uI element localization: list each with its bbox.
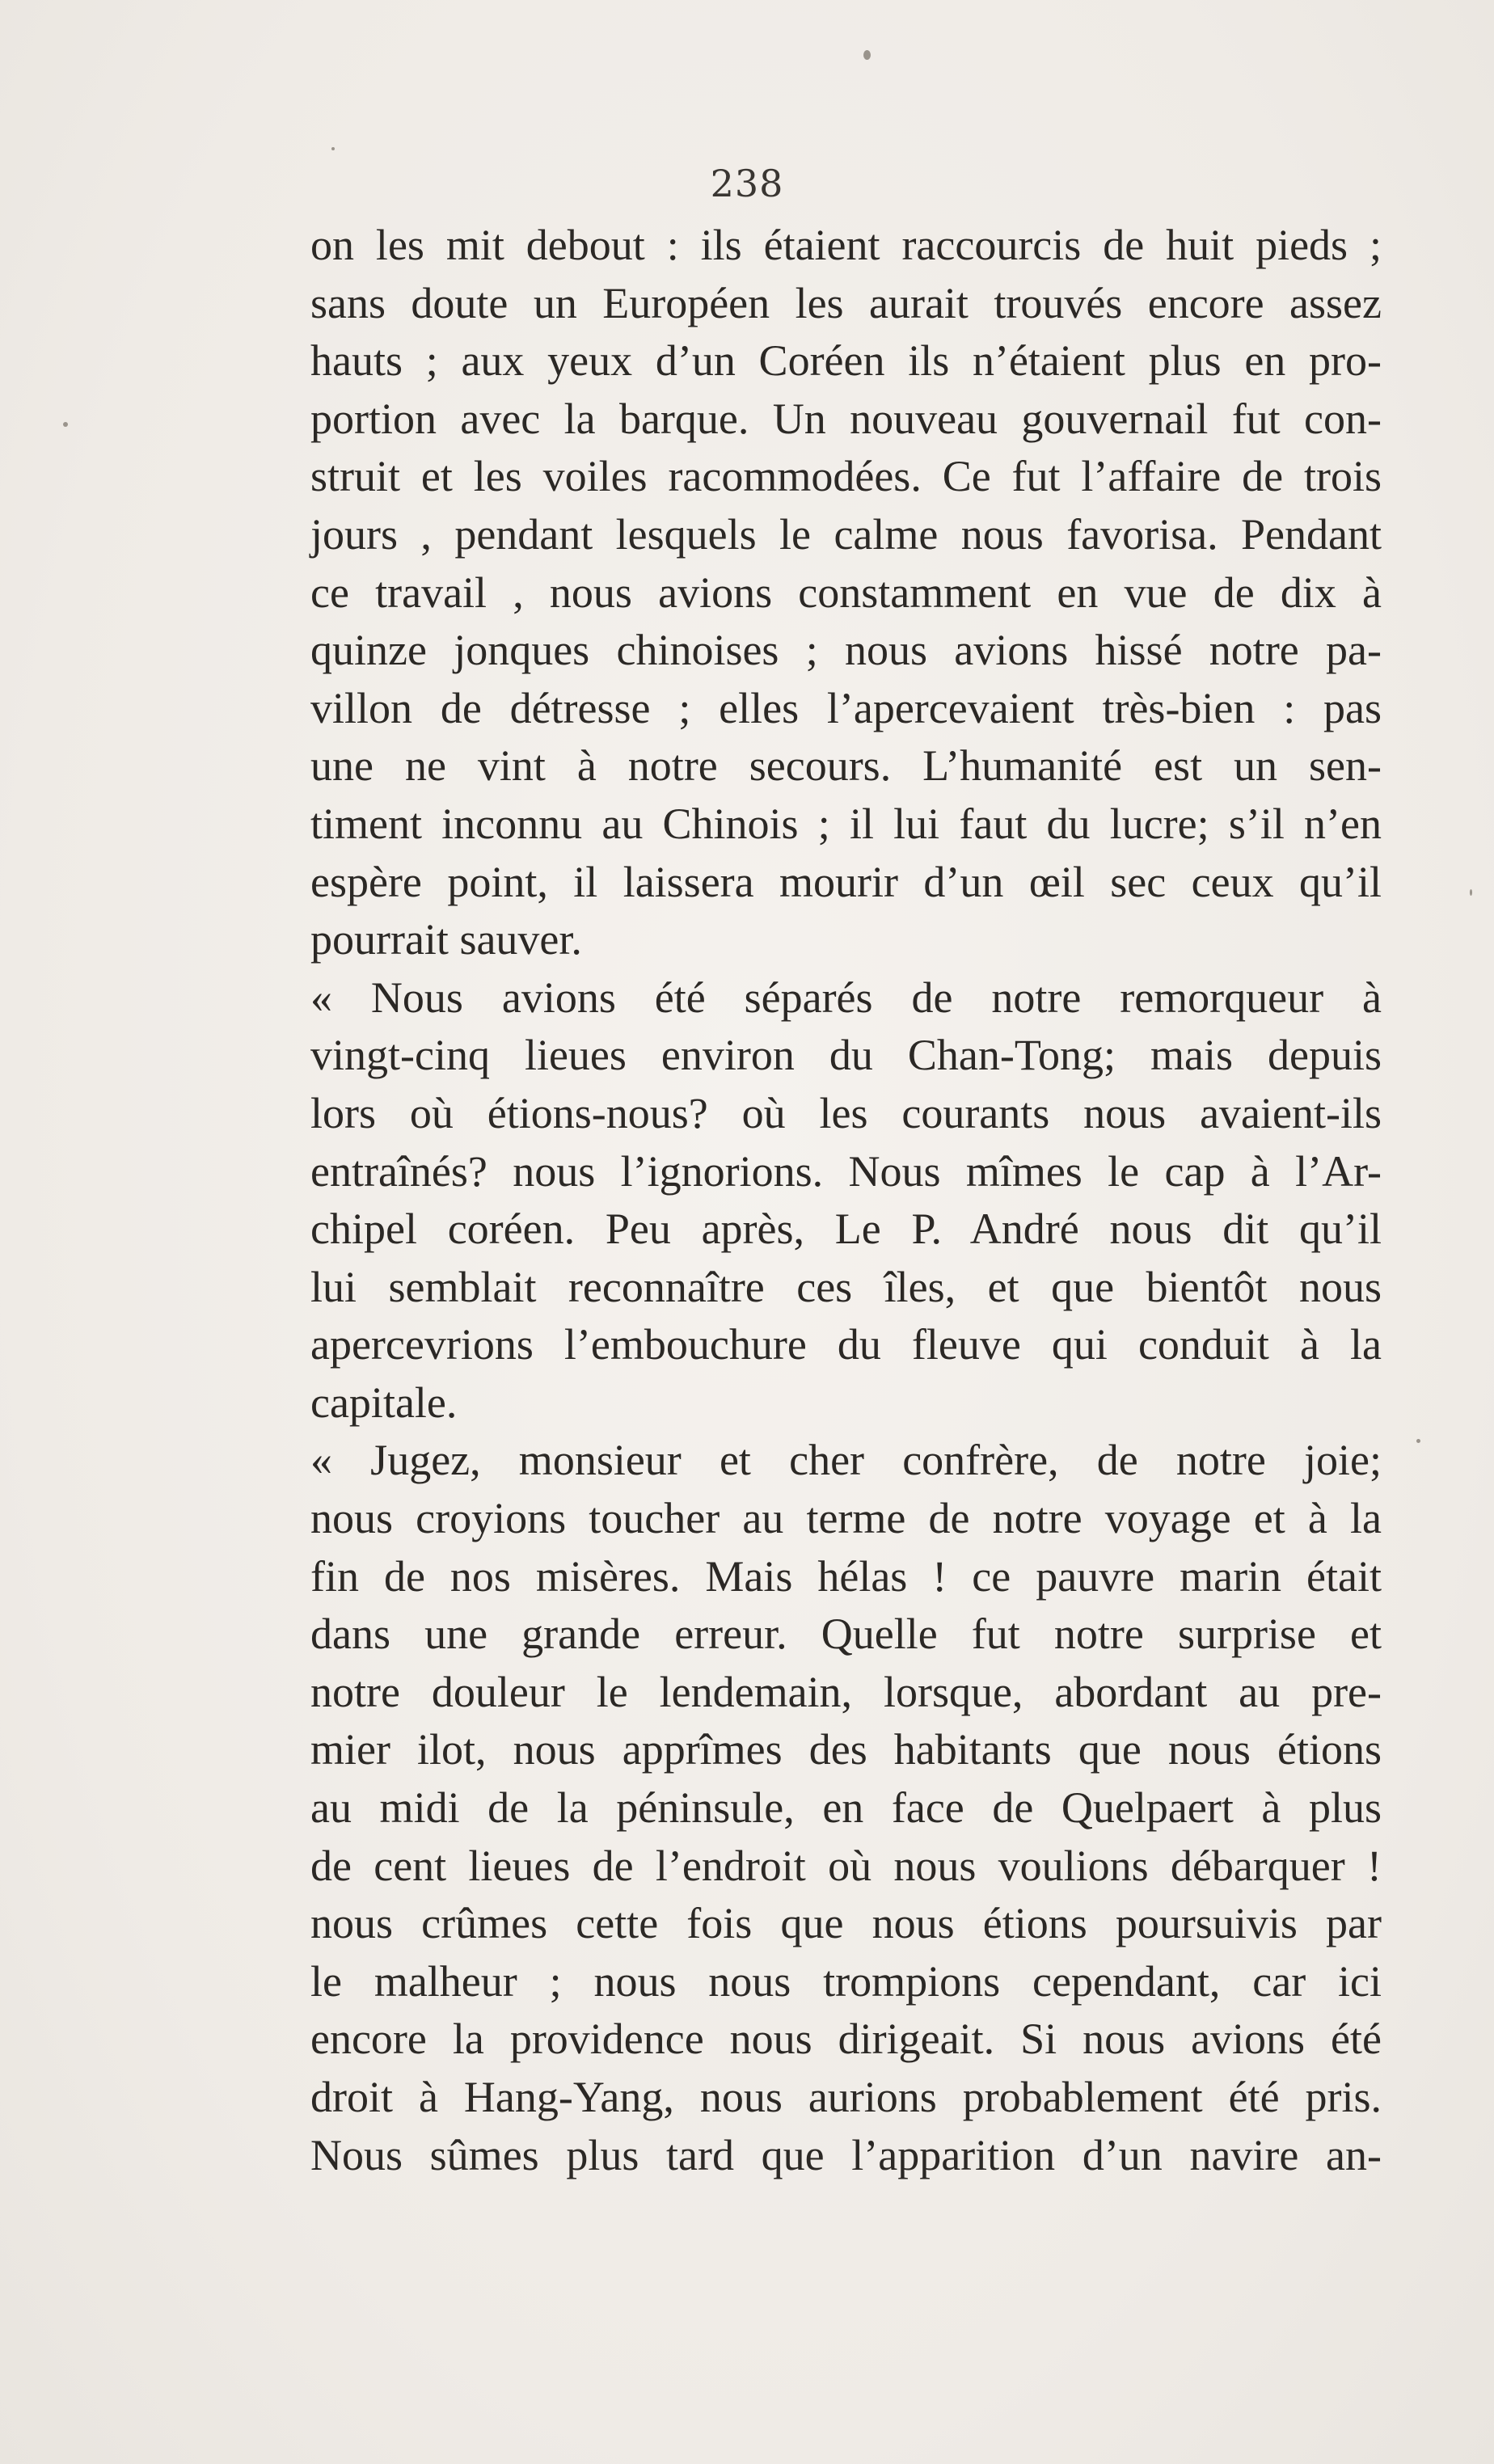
text-line: au midi de la péninsule, en face de Quelpaert à plus [310, 1783, 1382, 1833]
text-line: timent inconnu au Chinois ; il lui faut du lucre; s’il n’en [310, 799, 1382, 848]
text-line: on les mit debout : ils étaient raccourcis de huit pieds ; [310, 221, 1382, 269]
text-line: une ne vint à notre secours. L’humanité est un sen- [310, 741, 1382, 791]
text-line: droit à Hang-Yang, nous aurions probablement été pris. [310, 2073, 1382, 2121]
text-line: notre douleur le lendemain, lorsque, abordant au pre- [310, 1667, 1382, 1716]
text-line: entraînés? nous l’ignorions. Nous mîmes le cap à l’Ar- [310, 1146, 1382, 1196]
text-line: « Nous avions été séparés de notre remorqueur à [310, 973, 1382, 1022]
paper-speck [1416, 1439, 1420, 1443]
body-text [310, 217, 1382, 2184]
text-line: portion avec la barque. Un nouveau gouvernail fut con- [310, 394, 1382, 443]
text-line: quinze jonques chinoises ; nous avions hissé notre pa- [310, 626, 1382, 675]
text-line: de cent lieues de l’endroit où nous voulions débarquer ! [310, 1841, 1382, 1890]
text-line: struit et les voiles racommodées. Ce fut l’affaire de trois [310, 452, 1382, 501]
paper-speck [863, 50, 871, 60]
text-line: hauts ; aux yeux d’un Coréen ils n’étaient plus en pro- [310, 336, 1382, 386]
text-line: chipel coréen. Peu après, Le P. André nous dit qu’il [310, 1205, 1382, 1254]
text-line: mier ilot, nous apprîmes des habitants que nous étions [310, 1725, 1382, 1774]
text-line: jours , pendant lesquels le calme nous favorisa. Pendant [310, 509, 1382, 559]
text-line: ce travail , nous avions constamment en vue de dix à [310, 567, 1382, 617]
text-line: lui semblait reconnaître ces îles, et que bientôt nous [310, 1262, 1382, 1311]
text-line: apercevrions l’embouchure du fleuve qui conduit à la [310, 1320, 1382, 1369]
paper-speck [1470, 889, 1472, 896]
text-line: vingt-cinq lieues environ du Chan-Tong; mais depuis [310, 1031, 1382, 1080]
text-line: villon de détresse ; elles l’apercevaient très-bien : pas [310, 683, 1382, 732]
text-line: Nous sûmes plus tard que l’apparition d’un navire an- [310, 2130, 1382, 2179]
text-line: « Jugez, monsieur et cher confrère, de notre joie; [310, 1436, 1382, 1485]
text-line: nous croyions toucher au terme de notre voyage et à la [310, 1494, 1382, 1543]
text-line: encore la providence nous dirigeait. Si nous avions été [310, 2015, 1382, 2064]
text-line: pourrait sauver. [310, 915, 582, 964]
text-line: nous crûmes cette fois que nous étions poursuivis par [310, 1899, 1382, 1948]
text-line: dans une grande erreur. Quelle fut notre surprise et [310, 1610, 1382, 1659]
text-line: le malheur ; nous nous trompions cependant, car ici [310, 1956, 1382, 2006]
text-line: sans doute un Européen les aurait trouvés encore assez [310, 278, 1382, 327]
page-number: 238 [710, 162, 784, 205]
paper-speck [63, 422, 68, 427]
paper-speck [331, 147, 335, 150]
text-line: fin de nos misères. Mais hélas ! ce pauvre marin était [310, 1551, 1382, 1601]
text-line: lors où étions-nous? où les courants nous avaient-ils [310, 1088, 1382, 1137]
text-line: espère point, il laissera mourir d’un œil sec ceux qu’il [310, 857, 1382, 906]
text-line: capitale. [310, 1378, 458, 1427]
